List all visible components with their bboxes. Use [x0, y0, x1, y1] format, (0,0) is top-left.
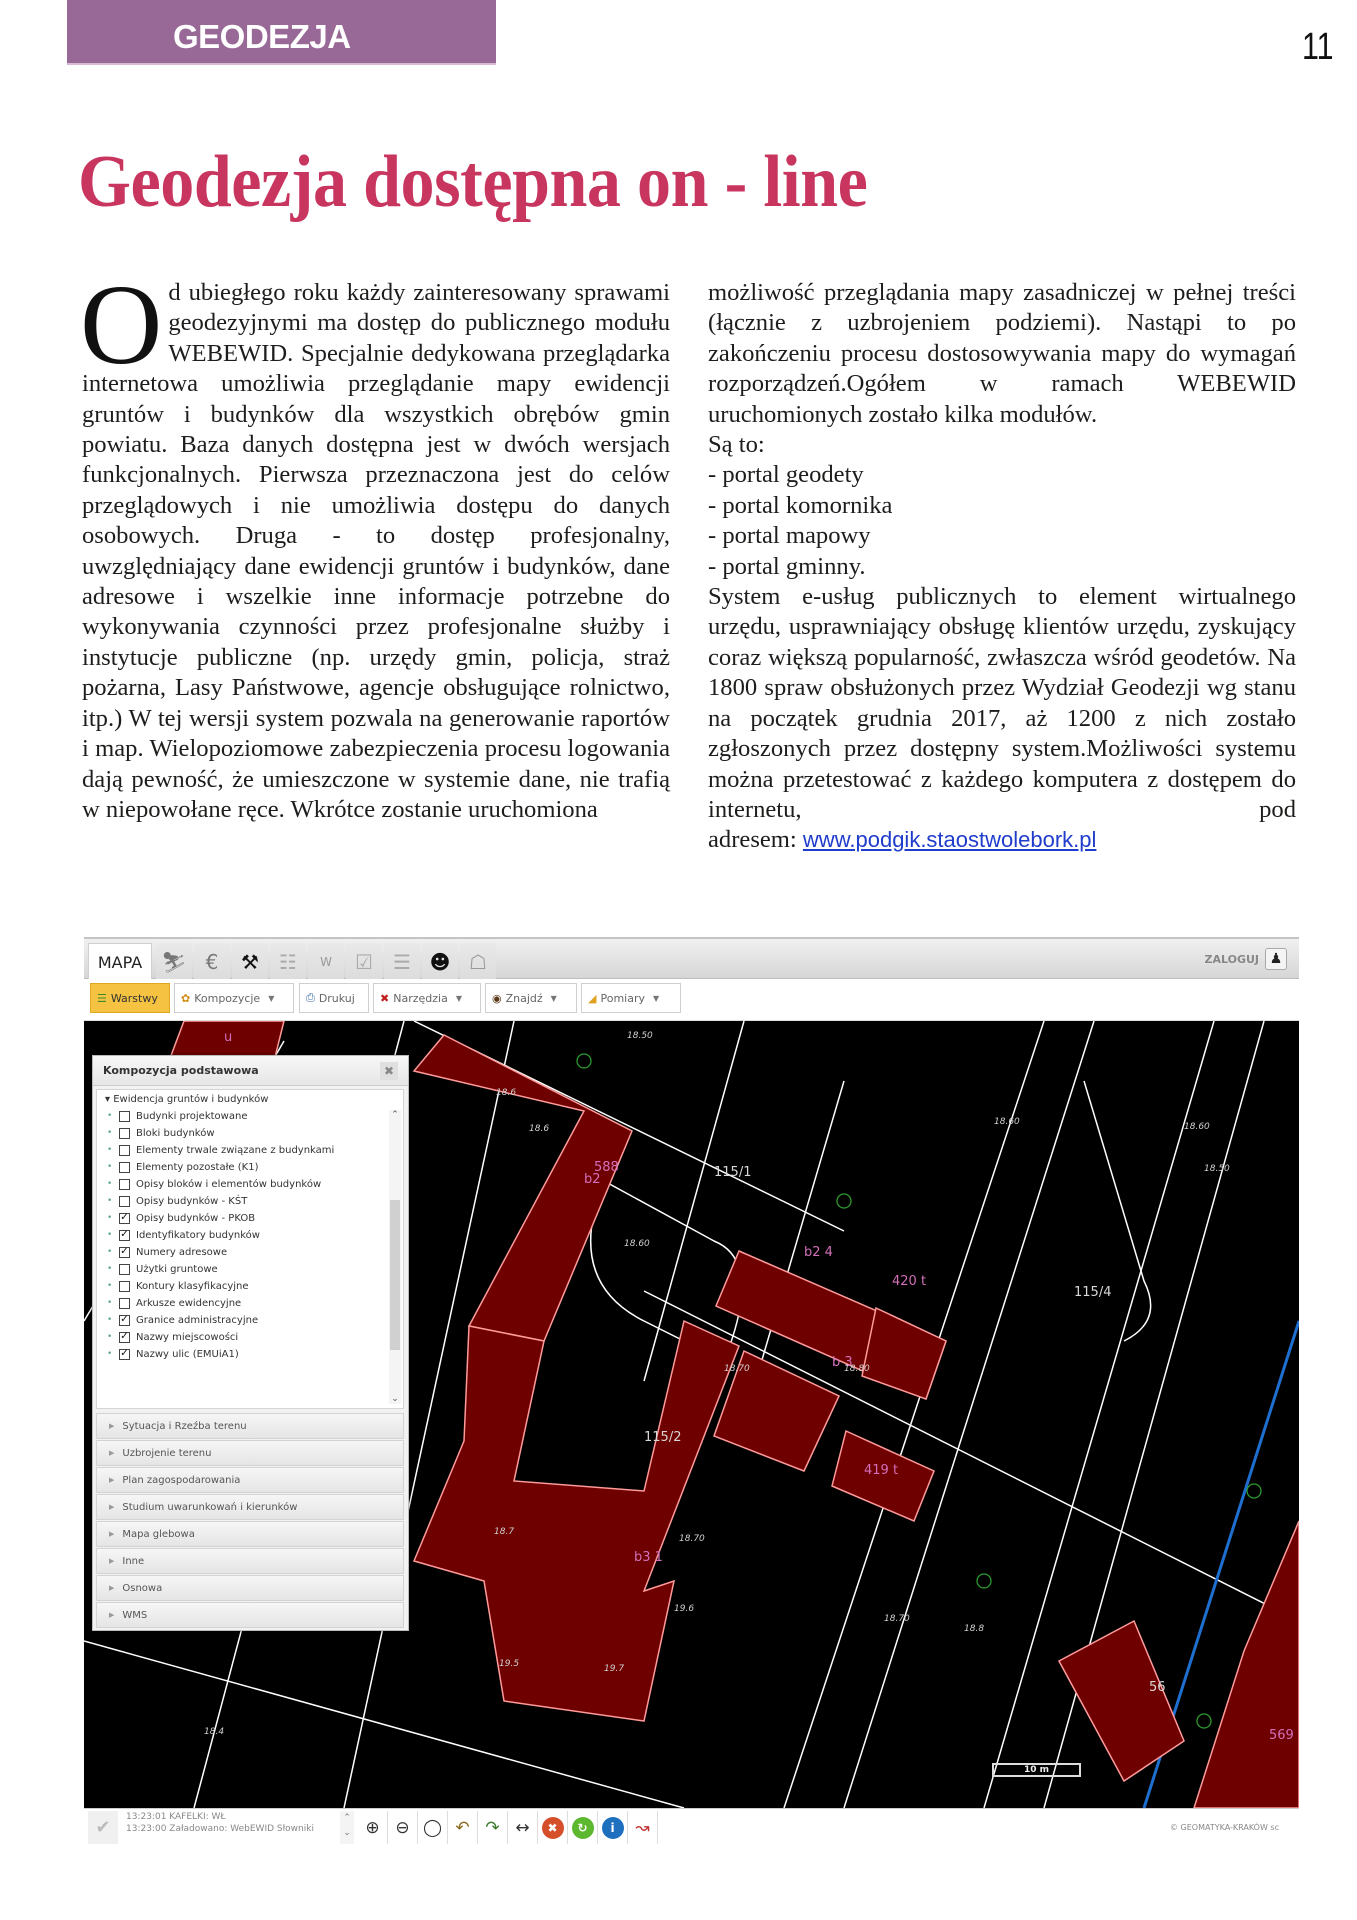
layer-item[interactable]: • Arkusze ewidencyjne: [107, 1297, 242, 1309]
svg-text:419 t: 419 t: [864, 1463, 899, 1478]
measure-dropdown[interactable]: [581, 983, 681, 1013]
expand-arrow-icon: ▶: [109, 1422, 115, 1430]
article-paragraph: System e-usług publicznych to element wirtualnego urzędu, usprawniający obsługę klientów urzędu, zyskujący coraz większą popularność, zwłaszcza wśród geodetów. Na 1800 spraw obsłużonych przez Wydział Geodezji wg stanu na początek grudnia 2017, aż 1200 z nich zostało zgłoszonych przez dostępny system.Możliwości systemu można przetestować z każdego komputera z dostępem do internetu, pod: [708, 583, 1296, 823]
svg-text:18.50: 18.50: [627, 1031, 653, 1041]
svg-text:19.5: 19.5: [499, 1659, 520, 1669]
expand-arrow-icon: ▶: [109, 1584, 115, 1592]
euro-icon[interactable]: €: [194, 943, 230, 980]
building-icon[interactable]: ☖: [460, 943, 496, 980]
chevron-up-icon[interactable]: ⌃: [391, 1110, 399, 1120]
checkbox-checked[interactable]: ✓: [120, 1348, 129, 1359]
svg-text:588: 588: [594, 1160, 619, 1175]
address-line: [708, 825, 1296, 855]
checkbox[interactable]: [119, 1111, 130, 1122]
measure-label: Pomiary: [600, 991, 645, 1005]
ruler-triangle-icon: ◢: [588, 991, 597, 1005]
layers-panel-header: [93, 1056, 408, 1086]
layers-label: Warstwy: [110, 991, 158, 1005]
portal-link[interactable]: www.podgik.staostwolebork.pl: [802, 827, 1097, 853]
layer-label: Kontury klasyfikacyjne: [136, 1280, 249, 1292]
layer-label: Arkusze ewidencyjne: [136, 1297, 242, 1309]
checkbox[interactable]: [119, 1298, 130, 1309]
layer-group-label: Sytuacja i Rzeźba terenu: [122, 1420, 247, 1432]
log-scroll[interactable]: ⌃ ⌄: [340, 1811, 354, 1844]
cart-icon[interactable]: ☷: [270, 943, 306, 980]
svg-text:18.8: 18.8: [964, 1624, 985, 1634]
layer-item[interactable]: • ✓ Nazwy ulic (EMUiA1): [107, 1348, 239, 1360]
expand-arrow-icon: ▶: [109, 1557, 115, 1565]
status-bar: [84, 1808, 1299, 1845]
checkbox[interactable]: [119, 1145, 130, 1156]
checkbox-checked[interactable]: ✓: [120, 1331, 129, 1342]
layer-item[interactable]: • Opisy budynków - KŚT: [107, 1195, 248, 1207]
layer-label: Opisy bloków i elementów budynków: [136, 1178, 322, 1190]
tools-icon: ✖: [380, 991, 390, 1005]
layer-tree-scrollbar[interactable]: [389, 1110, 401, 1404]
list-item: - portal komornika: [708, 491, 893, 519]
svg-text:b2 4: b2 4: [804, 1245, 833, 1260]
refresh-icon[interactable]: ↻: [568, 1811, 598, 1844]
list-intro: Są to:: [708, 431, 765, 459]
layer-group[interactable]: [96, 1467, 404, 1493]
list-item: - portal mapowy: [708, 522, 871, 550]
checkbox[interactable]: [119, 1196, 130, 1207]
svg-text:115/1: 115/1: [714, 1165, 752, 1180]
webewid-screenshot: [84, 937, 1299, 1845]
layer-item[interactable]: • ✓ Nazwy miejscowości: [107, 1331, 239, 1343]
layer-label: Użytki gruntowe: [136, 1263, 218, 1275]
expand-arrow-icon: ▶: [109, 1476, 115, 1484]
layer-group-label: Uzbrojenie terenu: [122, 1447, 212, 1459]
layers-button[interactable]: [90, 983, 170, 1013]
zoom-in-icon[interactable]: ⊕: [358, 1811, 388, 1844]
drop-cap: O: [80, 261, 163, 388]
login-button[interactable]: [1204, 948, 1287, 970]
map-canvas[interactable]: [84, 1021, 1299, 1808]
layer-label: Identyfikatory budynków: [136, 1229, 260, 1241]
layer-group[interactable]: [96, 1521, 404, 1547]
section-band: [67, 0, 496, 65]
scale-label: 10 m: [1023, 1765, 1050, 1775]
layer-group-label: Mapa glebowa: [122, 1528, 195, 1540]
person-icon[interactable]: ☻: [422, 943, 458, 980]
svg-text:18.70: 18.70: [679, 1534, 705, 1544]
log-line: 13:23:01 KAFELKI: WŁ: [126, 1812, 226, 1822]
compositions-dropdown[interactable]: [174, 983, 294, 1013]
svg-text:420 t: 420 t: [892, 1274, 927, 1289]
article-paragraph: możliwość przeglądania mapy zasadniczej w pełnej treści (łącznie z uzbrojeniem podziemi). Nastąpi to po zakończeniu procesu dostosowywania mapy do wymagań rozporządzeń.Ogółem w ramach WEBEWID uruchomionych zostało kilka modułów.: [708, 279, 1296, 428]
event-log: [126, 1811, 346, 1835]
svg-text:18.6: 18.6: [529, 1124, 550, 1134]
tab-mapa[interactable]: MAPA: [88, 943, 152, 980]
layer-group-label: Osnowa: [122, 1582, 163, 1594]
svg-text:18.4: 18.4: [204, 1727, 225, 1737]
scrollbar-thumb[interactable]: [390, 1200, 400, 1350]
chevron-down-icon: ▼: [268, 993, 275, 1003]
layer-label: Elementy pozostałe (K1): [136, 1161, 259, 1173]
layer-group-label: WMS: [122, 1609, 148, 1621]
svg-text:b3 1: b3 1: [634, 1550, 663, 1565]
layer-group-label: Plan zagospodarowania: [122, 1474, 241, 1486]
module-tab-bar: [84, 937, 1299, 979]
cabinet-icon[interactable]: ☰: [384, 943, 420, 980]
layer-label: Bloki budynków: [136, 1127, 215, 1139]
expand-arrow-icon: ▶: [109, 1503, 115, 1511]
close-icon[interactable]: ✖: [380, 1062, 398, 1080]
compositions-icon: ✿: [181, 991, 191, 1005]
find-label: Znajdź: [505, 991, 543, 1005]
layers-panel-title: Kompozycja podstawowa: [103, 1064, 259, 1077]
svg-text:18.80: 18.80: [844, 1364, 870, 1374]
checkbox-checked[interactable]: ✓: [120, 1212, 129, 1223]
layer-item[interactable]: • ✓ Numery adresowe: [107, 1246, 228, 1258]
svg-text:115/2: 115/2: [644, 1430, 682, 1445]
layer-item[interactable]: • Kontury klasyfikacyjne: [107, 1280, 249, 1292]
chevron-down-icon: ▼: [550, 993, 557, 1003]
svg-text:18.70: 18.70: [724, 1364, 750, 1374]
checkbox[interactable]: [119, 1128, 130, 1139]
checklist-icon[interactable]: ☑: [346, 943, 382, 980]
checkbox-checked[interactable]: ✓: [120, 1314, 129, 1325]
checkbox[interactable]: [119, 1162, 130, 1173]
svg-text:19.7: 19.7: [604, 1664, 625, 1674]
layer-group[interactable]: [96, 1575, 404, 1601]
zoom-next-icon[interactable]: ↷: [478, 1811, 508, 1844]
layer-group-label: Studium uwarunkowań i kierunków: [122, 1501, 298, 1513]
measure-vertex-icon[interactable]: ↝: [628, 1811, 658, 1844]
list-item: - portal gminny.: [708, 552, 866, 580]
zoom-out-icon[interactable]: ⊖: [388, 1811, 418, 1844]
layer-group[interactable]: [96, 1602, 404, 1628]
tree-group-egib[interactable]: ▾ Ewidencja gruntów i budynków: [105, 1094, 269, 1105]
expand-arrow-icon: ▶: [109, 1530, 115, 1538]
print-label: Drukuj: [318, 991, 355, 1005]
layer-label: Elementy trwale związane z budynkami: [136, 1144, 335, 1156]
expand-arrow-icon: ▶: [109, 1611, 115, 1619]
compositions-label: Kompozycje: [194, 991, 261, 1005]
tools-label: Narzędzia: [393, 991, 448, 1005]
layer-group[interactable]: [96, 1548, 404, 1574]
layer-label: Granice administracyjne: [136, 1314, 259, 1326]
layer-item[interactable]: • Bloki budynków: [107, 1127, 215, 1139]
svg-text:569: 569: [1269, 1728, 1294, 1743]
user-icon: ♟: [1265, 948, 1287, 970]
surveyor-icon[interactable]: ⛷: [156, 943, 192, 980]
svg-text:18.60: 18.60: [624, 1239, 650, 1249]
find-dropdown[interactable]: [485, 983, 577, 1013]
layers-panel: [92, 1055, 409, 1631]
checkmark-icon[interactable]: ✔: [88, 1811, 118, 1844]
svg-text:18.6: 18.6: [496, 1088, 517, 1098]
tree-group-label: Ewidencja gruntów i budynków: [113, 1094, 269, 1105]
layer-item[interactable]: • Elementy pozostałe (K1): [107, 1161, 259, 1173]
layer-label: Nazwy miejscowości: [136, 1331, 239, 1343]
article-left-column: [80, 261, 670, 825]
svg-text:18.7: 18.7: [494, 1527, 515, 1537]
address-label: adresem:: [708, 826, 803, 854]
article-right-column: [708, 278, 1296, 856]
expand-arrow-icon: ▶: [109, 1449, 115, 1457]
layer-label: Budynki projektowane: [136, 1110, 248, 1122]
svg-text:115/4: 115/4: [1074, 1285, 1112, 1300]
chevron-down-icon: ▼: [455, 993, 462, 1003]
layer-tree: [96, 1089, 404, 1409]
svg-text:u: u: [224, 1030, 233, 1045]
checkbox[interactable]: [119, 1264, 130, 1275]
scale-bar: [992, 1763, 1081, 1777]
svg-text:18.60: 18.60: [994, 1117, 1020, 1127]
map-toolbar: [84, 979, 1299, 1021]
layer-group[interactable]: [96, 1413, 404, 1439]
log-line: 13:23:00 Załadowano: WebEWID Słowniki: [126, 1824, 314, 1834]
section-label: GEODEZJA: [173, 18, 351, 55]
zoom-extent-icon[interactable]: ◯: [418, 1811, 448, 1844]
svg-text:18.60: 18.60: [1184, 1122, 1210, 1132]
layer-item[interactable]: • ✓ Granice administracyjne: [107, 1314, 259, 1326]
checkbox[interactable]: [119, 1179, 130, 1190]
layer-group[interactable]: [96, 1440, 404, 1466]
clear-icon[interactable]: ✖: [538, 1811, 568, 1844]
info-icon[interactable]: i: [598, 1811, 628, 1844]
layer-label: Opisy budynków - KŚT: [136, 1195, 248, 1207]
layer-item[interactable]: • Elementy trwale związane z budynkami: [107, 1144, 335, 1156]
svg-text:18.50: 18.50: [1204, 1164, 1230, 1174]
checkbox[interactable]: [119, 1281, 130, 1292]
binoculars-icon: ◉: [492, 991, 502, 1005]
page-number: 11: [1302, 26, 1334, 68]
zoom-previous-icon[interactable]: ↶: [448, 1811, 478, 1844]
checkbox-checked[interactable]: ✓: [120, 1246, 129, 1257]
layer-label: Numery adresowe: [136, 1246, 228, 1258]
print-button[interactable]: [299, 983, 369, 1013]
printer-icon: ⎙: [306, 991, 315, 1004]
layer-label: Opisy budynków - PKOB: [136, 1212, 256, 1224]
tools-dropdown[interactable]: [373, 983, 481, 1013]
zoom-fit-icon[interactable]: ↔: [508, 1811, 538, 1844]
layer-item[interactable]: • Użytki gruntowe: [107, 1263, 218, 1275]
chevron-down-icon: ▼: [652, 993, 660, 1003]
article-title: Geodezja dostępna on - line: [78, 141, 868, 223]
gavel-icon[interactable]: ⚒: [232, 943, 268, 980]
layer-label: Nazwy ulic (EMUiA1): [136, 1348, 239, 1360]
layer-item[interactable]: • ✓ Identyfikatory budynków: [107, 1229, 260, 1241]
login-label: ZALOGUJ: [1204, 952, 1259, 966]
layers-icon: ☰: [97, 991, 107, 1005]
svg-text:b 3: b 3: [832, 1355, 853, 1370]
svg-text:19.6: 19.6: [674, 1604, 695, 1614]
layer-group[interactable]: [96, 1494, 404, 1520]
wo-icon[interactable]: W: [308, 943, 344, 980]
chevron-down-icon[interactable]: ⌄: [391, 1394, 399, 1404]
layer-item[interactable]: • ✓ Opisy budynków - PKOB: [107, 1212, 256, 1224]
list-item: - portal geodety: [708, 461, 864, 489]
copyright: © GEOMATYKA-KRAKÓW sc: [1170, 1823, 1279, 1832]
layer-item[interactable]: • Budynki projektowane: [107, 1110, 248, 1122]
checkbox-checked[interactable]: ✓: [120, 1229, 129, 1240]
article-paragraph: d ubiegłego roku każdy zainteresowany sprawami geodezyjnymi ma dostęp do publicznego modułu WEBEWID. Specjalnie dedykowana przeglądarka internetowa umożliwia przeglądanie mapy ewidencji gruntów i budynków dla wszystkich obrębów gmin powiatu. Baza danych dostępna jest w dwóch wersjach funkcjonalnych. Pierwsza przeznaczona jest do celów przeglądowych i nie umożliwia dostępu do danych osobowych. Druga - to dostęp profesjonalny, uwzględniający dane ewidencji gruntów i budynków, dane adresowe i wszelkie inne informacje potrzebne do wykonywania czynności przez profesjonalne służby i instytucje publiczne (np. urzędy gmin, policja, straż pożarna, Lasy Państwowe, agencje obsługujące rolnictwo, itp.) W tej wersji system pozwala na generowanie raportów i map. Wielopoziomowe zabezpieczenia procesu logowania dają pewność, że umieszczone w systemie dane, nie trafią w niepowołane ręce. Wkrótce zostanie uruchomiona: [82, 279, 670, 823]
svg-text:b2: b2: [584, 1172, 601, 1187]
svg-text:18.70: 18.70: [884, 1614, 910, 1624]
layer-item[interactable]: • Opisy bloków i elementów budynków: [107, 1178, 322, 1190]
layer-group-label: Inne: [122, 1555, 145, 1567]
svg-text:56: 56: [1149, 1680, 1166, 1695]
